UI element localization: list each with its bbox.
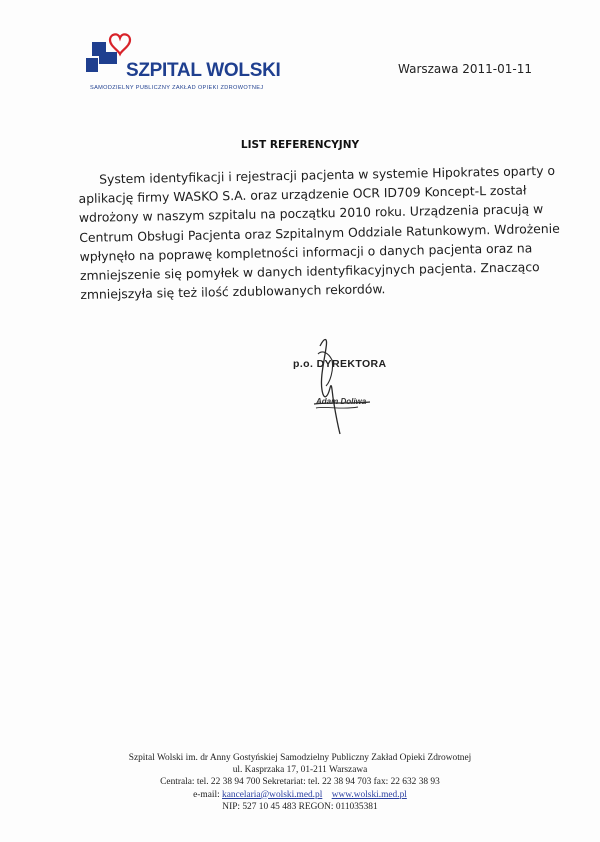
logo-subtitle: SAMODZIELNY PUBLICZNY ZAKŁAD OPIEKI ZDROWOTNEJ (90, 85, 264, 91)
footer-email-label: e-mail: (193, 789, 223, 800)
body-line: System identyfikacji i rejestracji pacjenta w systemie Hipokrates oparty o (99, 162, 556, 187)
body-line: aplikację firmy WASKO S.A. oraz urządzenie OCR ID709 Koncept-L został (78, 182, 527, 207)
letter-body (78, 161, 560, 304)
signature-name: Adam Doliwa (316, 397, 367, 406)
body-line: Centrum Obsługi Pacjenta oraz Szpitalnym Oddziale Ratunkowym. Wdrożenie (79, 220, 560, 245)
footer-institution: Szpital Wolski im. dr Anny Gostyńskiej Samodzielny Publiczny Zakład Opieki Zdrowotnej (128, 753, 472, 763)
letter-title: LIST REFERENCYJNY (240, 139, 360, 151)
hospital-logo (86, 32, 296, 96)
signature-block (288, 330, 428, 440)
body-line: zmniejszyła się też ilość zdublowanych rekordów. (80, 281, 386, 303)
footer-contact-line (0, 789, 600, 801)
signature-title: p.o. DYREKTORA (293, 358, 387, 370)
handwritten-signature-icon (288, 330, 428, 440)
body-line: zmniejszenie się pomyłek w danych identyfikacyjnych pacjenta. Znacząco (79, 259, 540, 283)
letter-date: Warszawa 2011-01-11 (398, 62, 533, 76)
letterhead-footer (0, 752, 600, 813)
body-line: wdrożony w naszym szpitalu na początku 2010 roku. Urządzenia pracują w (78, 201, 544, 226)
footer-website-link[interactable]: www.wolski.med.pl (331, 789, 407, 800)
footer-address: ul. Kasprzaka 17, 01-211 Warszawa (232, 765, 368, 776)
body-line: wpłynęło na poprawę kompletności informacji o danych pacjenta oraz na (79, 240, 533, 264)
footer-email-link[interactable]: kancelaria@wolski.med.pl (222, 789, 323, 800)
logo-text: SZPITAL WOLSKI (126, 60, 281, 81)
footer-tax-ids: NIP: 527 10 45 483 REGON: 011035381 (222, 801, 378, 812)
footer-phones: Centrala: tel. 22 38 94 700 Sekretariat: tel. 22 38 94 703 fax: 22 632 38 93 (160, 777, 440, 788)
